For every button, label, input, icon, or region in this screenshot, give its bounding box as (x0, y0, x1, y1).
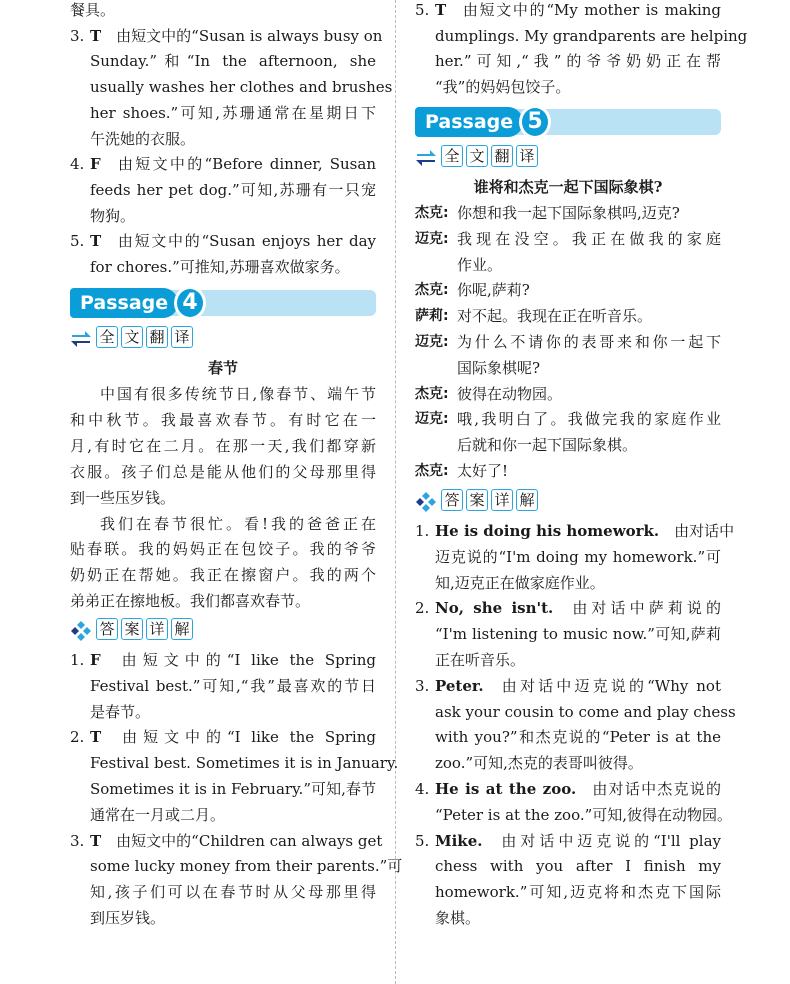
text-line (415, 805, 733, 825)
line-text: 通常在一月或二月。 (90, 805, 226, 824)
text-line (70, 51, 376, 71)
heading-char: 答 (96, 618, 118, 640)
line-text: 你想和我一起下国际象棋吗,迈克? (457, 204, 680, 222)
text-line (415, 435, 721, 455)
line-text: 由对话中杰克说的 (591, 780, 721, 798)
column-divider (395, 0, 396, 984)
line-text: 贴春联。我的妈妈正在包饺子。我的爷爷 (70, 540, 376, 559)
speaker-label: 迈克: (415, 411, 449, 428)
passage-label: Passage (70, 288, 178, 318)
line-text: homework.”可知,迈克将和杰克下国际 (435, 883, 721, 902)
text-line (70, 436, 376, 456)
text-line (415, 856, 721, 876)
text-line (70, 650, 376, 670)
text-line (415, 908, 721, 928)
item-number: 2. (415, 599, 430, 618)
answer-key: T (90, 232, 102, 251)
text-line (415, 598, 721, 618)
text-line (70, 753, 399, 773)
text-line (415, 702, 736, 722)
answer-key: T (435, 1, 447, 19)
answer-key: T (90, 728, 102, 747)
line-text: 弟弟正在擦地板。我们都喜欢春节。 (70, 592, 311, 611)
heading-char: 翻 (146, 326, 168, 348)
heading-char: 文 (466, 145, 488, 167)
line-text: 到一些压岁钱。 (70, 488, 176, 507)
line-text: usually washes her clothes and brushes (90, 78, 393, 97)
line-text: 知,迈克正在做家庭作业。 (435, 573, 605, 592)
line-text: her.”可知,“我”的爷爷奶奶正在帮 (435, 52, 721, 71)
text-line (70, 488, 376, 508)
line-text: 作业。 (457, 255, 503, 274)
line-text: 由对话中迈克说的“Why not (498, 676, 721, 695)
answer-key: He is doing his homework. (435, 522, 660, 540)
text-line (415, 384, 721, 404)
line-text: 正在听音乐。 (435, 651, 526, 669)
line-text: 午洗她的衣服。 (90, 129, 196, 148)
heading-char: 详 (146, 618, 168, 640)
heading-char: 案 (466, 489, 488, 511)
line-text: Festival best.”可知,“我”最喜欢的节日 (90, 676, 376, 695)
line-text: 衣服。孩子们总是能从他们的父母那里得 (70, 462, 376, 481)
text-line (415, 255, 721, 275)
answer-key: T (90, 831, 102, 850)
passage-banner (415, 107, 721, 137)
line-text: 为什么不请你的表哥来和你一起下 (457, 333, 721, 351)
line-text: 由对话中萨莉说的 (568, 599, 721, 618)
text-line (70, 882, 376, 902)
speaker-label: 杰克: (415, 385, 449, 402)
line-text: 到压岁钱。 (90, 909, 166, 927)
speaker-label: 萨莉: (415, 308, 449, 325)
text-line (70, 129, 376, 149)
answer-key: No, she isn't. (435, 599, 554, 618)
speaker-label: 迈克: (415, 334, 449, 350)
line-text: 你呢,萨莉? (457, 281, 530, 300)
text-line (70, 462, 376, 482)
text-line (70, 26, 383, 46)
line-text: for chores.”可推知,苏珊喜欢做家务。 (90, 258, 350, 276)
line-text: 奶奶正在帮她。我正在擦窗户。我的两个 (70, 566, 376, 585)
text-line (415, 306, 721, 326)
story-title-text: 春节 (207, 359, 238, 377)
heading-char: 翻 (491, 145, 513, 167)
text-line (70, 856, 403, 876)
line-text: 由短文中的“I like the Spring (116, 728, 376, 747)
line-text: 和中秋节。我最喜欢春节。有时它在一 (70, 410, 376, 429)
text-line (415, 882, 721, 902)
line-text: 餐具。 (70, 1, 116, 19)
swap-arrows-icon (70, 328, 92, 350)
heading-chars (96, 326, 196, 348)
text-line (415, 51, 721, 71)
line-text: 哦,我明白了。我做完我的家庭作业 (457, 410, 721, 429)
speaker-label: 杰克: (415, 463, 449, 479)
heading-char: 答 (441, 489, 463, 511)
text-line (415, 229, 721, 249)
heading-char: 解 (171, 618, 193, 640)
text-line (70, 676, 376, 696)
speaker-label: 杰克: (415, 282, 449, 299)
heading-char: 解 (516, 489, 538, 511)
translation-heading (70, 326, 376, 352)
passage-label: Passage (415, 107, 523, 137)
text-line (415, 573, 721, 593)
item-number: 2. (70, 728, 85, 747)
text-line (70, 591, 376, 611)
text-line (70, 180, 376, 200)
text-line (70, 727, 376, 747)
line-text: feeds her pet dog.”可知,苏珊有一只宠 (90, 180, 376, 199)
text-line (415, 461, 721, 481)
item-number: 5. (415, 1, 430, 19)
item-number: 3. (415, 676, 430, 695)
line-text: 由短文中的“Susan is always busy on (116, 26, 383, 45)
text-line (70, 805, 376, 825)
text-line (70, 514, 376, 534)
heading-char: 文 (121, 326, 143, 348)
text-line (70, 257, 376, 277)
text-line (70, 0, 376, 20)
text-line (415, 753, 721, 773)
diamond-cluster-icon (70, 620, 92, 642)
story-title (70, 358, 376, 378)
text-line (70, 154, 376, 174)
answer-key: F (90, 155, 101, 174)
item-number: 3. (70, 831, 85, 850)
heading-char: 详 (491, 489, 513, 511)
answer-key: He is at the zoo. (435, 780, 577, 798)
text-line (415, 727, 721, 747)
text-line (415, 26, 748, 46)
line-text: 是春节。 (90, 702, 151, 721)
story-title (415, 177, 721, 197)
heading-char: 译 (171, 326, 193, 348)
heading-char: 译 (516, 145, 538, 167)
line-text: 由对话中 (674, 522, 735, 540)
text-line (70, 206, 376, 226)
text-line (415, 779, 721, 799)
answer-key: Peter. (435, 676, 484, 695)
item-number: 5. (70, 232, 85, 251)
item-number: 4. (70, 155, 85, 174)
text-line (415, 77, 721, 97)
item-number: 1. (70, 651, 85, 669)
line-text: her shoes.”可知,苏珊通常在星期日下 (90, 103, 376, 122)
text-line (70, 779, 376, 799)
line-text: 由短文中的“I like the Spring (115, 651, 376, 669)
text-line (415, 831, 721, 851)
answer-key: T (90, 26, 102, 45)
text-line (415, 650, 721, 670)
answer-heading (415, 489, 721, 515)
line-text: 由短文中的“Susan enjoys her day (116, 232, 376, 251)
line-text: 迈克说的“I'm doing my homework.”可 (435, 547, 721, 566)
line-text: some lucky money from their parents.”可 (90, 857, 403, 876)
line-text: 月,有时它在二月。在那一天,我们都穿新 (70, 436, 376, 455)
line-text: 后就和你一起下国际象棋。 (457, 436, 638, 455)
text-line (70, 831, 383, 851)
line-text: ask your cousin to come and play chess (435, 702, 736, 721)
speaker-label: 迈克: (415, 230, 449, 247)
line-text: 物狗。 (90, 206, 136, 225)
line-text: zoo.”可知,杰克的表哥叫彼得。 (435, 754, 643, 773)
line-text: 国际象棋呢? (457, 358, 541, 377)
line-text: 太好了! (457, 462, 509, 480)
line-text: “我”的妈妈包饺子。 (435, 78, 571, 97)
text-line (415, 280, 721, 300)
item-number: 3. (70, 26, 85, 45)
text-line (70, 384, 376, 404)
text-line (70, 908, 376, 928)
text-line (70, 702, 376, 722)
item-number: 1. (415, 522, 430, 540)
line-text: 由对话中迈克说的“I'll play (497, 831, 721, 850)
line-text: 由短文中的“Before dinner, Susan (115, 155, 376, 174)
item-number: 5. (415, 831, 430, 850)
text-line (415, 521, 735, 541)
text-line (70, 231, 376, 251)
item-number: 4. (415, 780, 430, 798)
line-text: “I'm listening to music now.”可知,萨莉 (435, 625, 721, 644)
passage-number: 5 (519, 105, 551, 139)
text-line (70, 539, 376, 559)
heading-char: 全 (96, 326, 118, 348)
line-text: 由短文中的“My mother is making (461, 1, 721, 19)
passage-number: 4 (174, 286, 206, 320)
answer-key: F (90, 651, 101, 669)
text-line (415, 547, 721, 567)
diamond-cluster-icon (415, 491, 437, 513)
text-line (415, 0, 721, 20)
line-text: 知,孩子们可以在春节时从父母那里得 (90, 883, 376, 902)
line-text: 彼得在动物园。 (457, 384, 563, 403)
text-line (70, 103, 376, 123)
line-text: 由短文中的“Children can always get (116, 831, 383, 850)
line-text: Sometimes it is in February.”可知,春节 (90, 780, 376, 798)
line-text: chess with you after I finish my (435, 857, 721, 876)
heading-char: 案 (121, 618, 143, 640)
line-text: 对不起。我现在正在听音乐。 (457, 307, 653, 326)
line-text: 我现在没空。我正在做我的家庭 (457, 229, 721, 248)
passage-banner (70, 288, 376, 318)
line-text: Festival best. Sometimes it is in January. (90, 754, 399, 773)
line-text: 中国有很多传统节日,像春节、端午节 (100, 385, 376, 403)
text-line (415, 203, 721, 223)
answer-key: Mike. (435, 831, 483, 850)
line-text: dumplings. My grandparents are helping (435, 26, 748, 45)
heading-chars (441, 145, 541, 167)
heading-chars (441, 489, 541, 511)
translation-heading (415, 145, 721, 171)
text-line (415, 409, 721, 429)
line-text: 象棋。 (435, 909, 481, 927)
text-line (70, 565, 376, 585)
heading-chars (96, 618, 196, 640)
speaker-label: 杰克: (415, 205, 449, 221)
text-line (415, 332, 721, 352)
heading-char: 全 (441, 145, 463, 167)
swap-arrows-icon (415, 147, 437, 169)
answer-heading (70, 618, 376, 644)
text-line (415, 676, 721, 696)
line-text: with you?”和杰克说的“Peter is at the (435, 728, 721, 747)
text-line (70, 410, 376, 430)
line-text: “Peter is at the zoo.”可知,彼得在动物园。 (435, 805, 733, 824)
text-line (70, 77, 393, 97)
story-title-text: 谁将和杰克一起下国际象棋? (473, 178, 663, 196)
line-text: 我们在春节很忙。看!我的爸爸正在 (100, 514, 376, 533)
line-text: Sunday.”和“In the afternoon, she (90, 52, 376, 71)
text-line (415, 358, 721, 378)
text-line (415, 624, 721, 644)
